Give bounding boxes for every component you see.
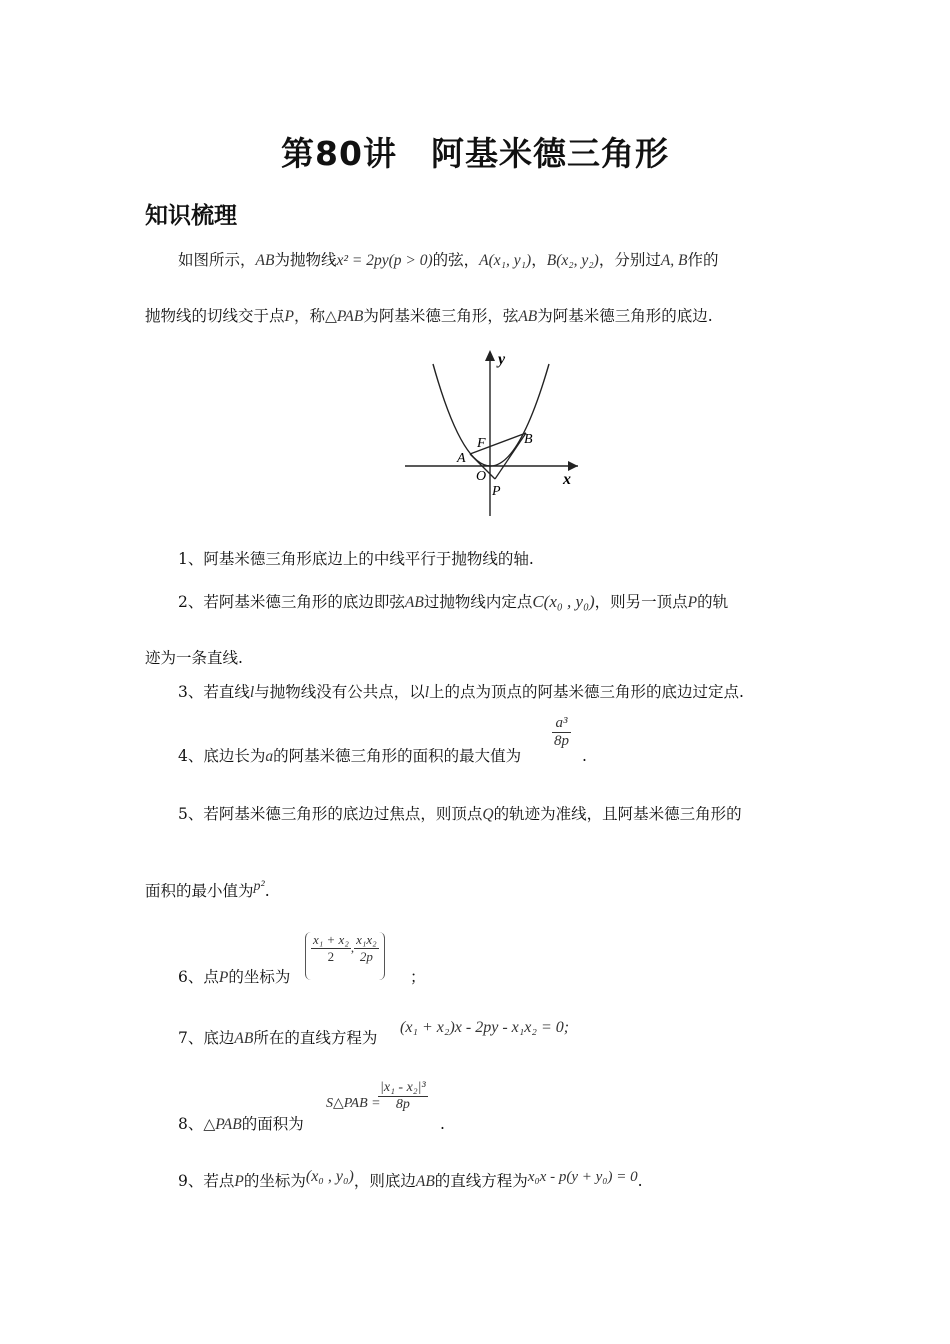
item-7: 7、底边AB所在的直线方程为 <box>178 1029 378 1047</box>
item-7-equation: (x₁ + x₂)x - 2py - x₁x₂ = 0; <box>400 1019 570 1036</box>
intro-line-2: 抛物线的切线交于点P，称△PAB为阿基米德三角形，弦AB为阿基米德三角形的底边. <box>145 307 713 325</box>
item-2-line-1: 2、若阿基米德三角形的底边即弦AB过抛物线内定点C(x₀ , y₀)，则另一顶点P的轨 <box>178 592 729 611</box>
item-6: 6、点P的坐标为 <box>178 968 291 986</box>
item-4-period: . <box>582 747 587 765</box>
item-8: 8、△PAB的面积为 <box>178 1115 304 1133</box>
label-F: F <box>477 436 486 451</box>
tangent-PB <box>495 433 526 479</box>
parabola-curve <box>433 364 549 466</box>
item-8-period: . <box>440 1115 445 1133</box>
item-8-area-lhs: S△PAB = <box>326 1096 381 1111</box>
item-5-line-1: 5、若阿基米德三角形的底边过焦点，则顶点Q的轨迹为准线，且阿基米德三角形的 <box>178 805 742 823</box>
label-P: P <box>492 484 501 499</box>
item-5-line-2: 面积的最小值为p². <box>145 879 270 900</box>
label-x: x <box>563 471 571 488</box>
label-O: O <box>476 469 487 484</box>
item-4: 4、底边长为a的阿基米德三角形的面积的最大值为 <box>178 747 522 765</box>
x-axis-arrow <box>568 461 578 471</box>
item-3: 3、若直线l与抛物线没有公共点，以l上的点为顶点的阿基米德三角形的底边过定点. <box>178 683 744 701</box>
item-4-fraction: $\frac{\text{a³}}{8p}$ <box>554 715 569 749</box>
item-6-semicolon: ； <box>410 968 426 986</box>
item-2-line-2: 迹为一条直线. <box>145 649 243 667</box>
item-6-coordinate: $\frac{\text{x₁ + x₂}}{2}$ , $\frac{\text{x₁x₂}}{2p}$ <box>305 932 385 980</box>
item-9: 9、若点P的坐标为(x₀ , y₀)，则底边AB的直线方程为x₀x - p(y + y₀) = 0. <box>178 1168 643 1190</box>
label-B: B <box>524 432 533 447</box>
intro-line-1: 如图所示，AB为抛物线x² = 2py(p > 0)的弦，A(x₁, y₁)，B(x₂, y₂)，分别过A, B作的 <box>178 251 719 269</box>
label-A: A <box>457 451 466 466</box>
label-y: y <box>498 351 506 368</box>
y-axis-arrow <box>485 350 495 361</box>
section-heading: 知识梳理 <box>145 203 237 229</box>
page-title: 第80讲 阿基米德三角形 <box>281 134 669 173</box>
item-1: 1、阿基米德三角形底边上的中线平行于抛物线的轴. <box>178 550 534 568</box>
item-8-area-fraction: $\frac{\text{|x₁ - x₂|³}}{8p}$ <box>380 1080 426 1112</box>
parabola-figure <box>400 346 590 518</box>
